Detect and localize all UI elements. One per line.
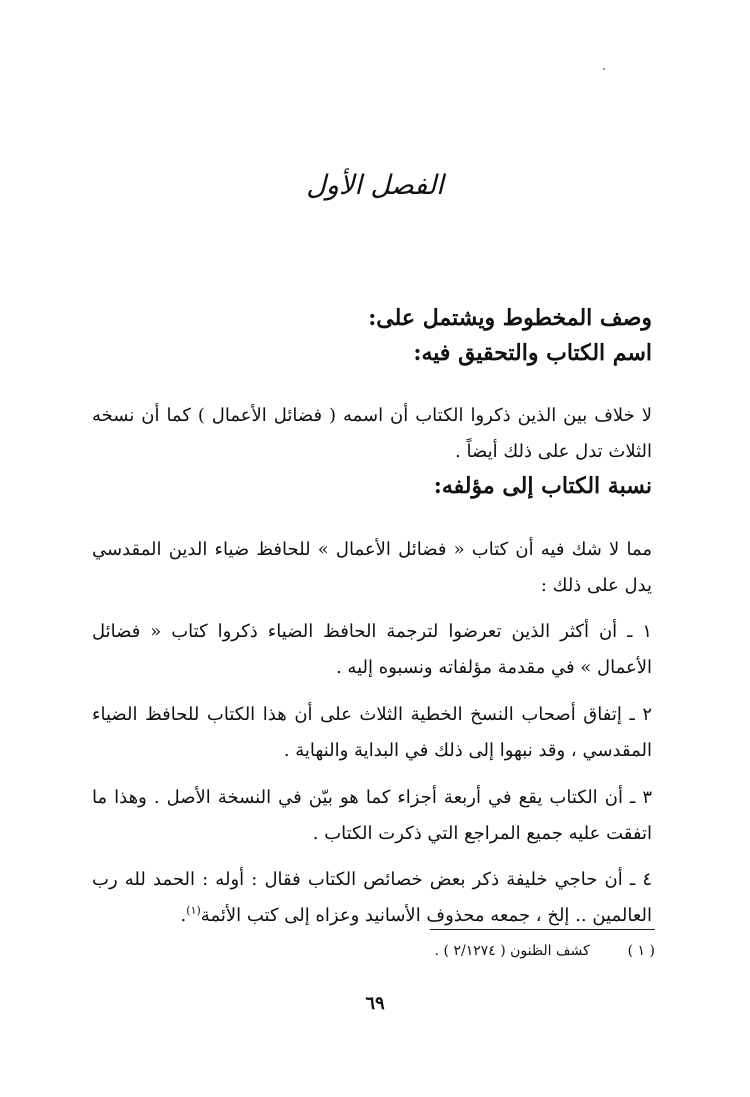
footnote-separator — [430, 929, 655, 930]
footnote — [355, 941, 655, 961]
attribution-heading: نسبة الكتاب إلى مؤلفه: — [433, 473, 652, 499]
title-paragraph: لا خلاف بين الذين ذكروا الكتاب أن اسمه ( فضائل الأعمال ) كما أن نسخه الثلاث تدل على ذلك أيضاً . — [92, 405, 652, 462]
chapter-title: الفصل الأول — [306, 170, 444, 201]
evidence-item-3: ٣ ـ أن الكتاب يقع في أربعة أجزاء كما هو بيّن في النسخة الأصل . وهذا ما اتفقت عليه جميع المراجع التي ذكرت الكتاب . — [92, 787, 652, 844]
evidence-item-4-text: ٤ ـ أن حاجي خليفة ذكر بعض خصائص الكتاب فقال : أوله : الحمد لله رب العالمين .. إلخ ، جمعه محذوف الأسانيد وعزاه إلى كتب الأئمة — [92, 869, 652, 926]
title-heading: اسم الكتاب والتحقيق فيه: — [413, 340, 652, 366]
evidence-item-2: ٢ ـ إتفاق أصحاب النسخ الخطية الثلاث على أن هذا الكتاب للحافظ الضياء المقدسي ، وقد نبهوا إلى ذلك في البداية والنهاية . — [92, 704, 652, 761]
evidence-item-4-end: . — [180, 905, 187, 926]
attribution-intro-paragraph: مما لا شك فيه أن كتاب « فضائل الأعمال » للحافظ ضياء الدين المقدسي يدل على ذلك : — [92, 539, 652, 596]
section-heading: وصف المخطوط ويشتمل على: — [368, 305, 652, 331]
footnote-number: ( ١ ) — [627, 943, 655, 959]
page-number: ٦٩ — [365, 993, 385, 1014]
footnote-reference: (١) — [186, 904, 201, 917]
print-speck — [603, 68, 605, 70]
footnote-text: كشف الظنون ( ٢/١٢٧٤ ) . — [434, 943, 590, 959]
evidence-item-4 — [92, 862, 652, 934]
evidence-item-1: ١ ـ أن أكثر الذين تعرضوا لترجمة الحافظ الضياء ذكروا كتاب « فضائل الأعمال » في مقدمة مؤلفاته ونسبوه إليه . — [92, 621, 652, 678]
